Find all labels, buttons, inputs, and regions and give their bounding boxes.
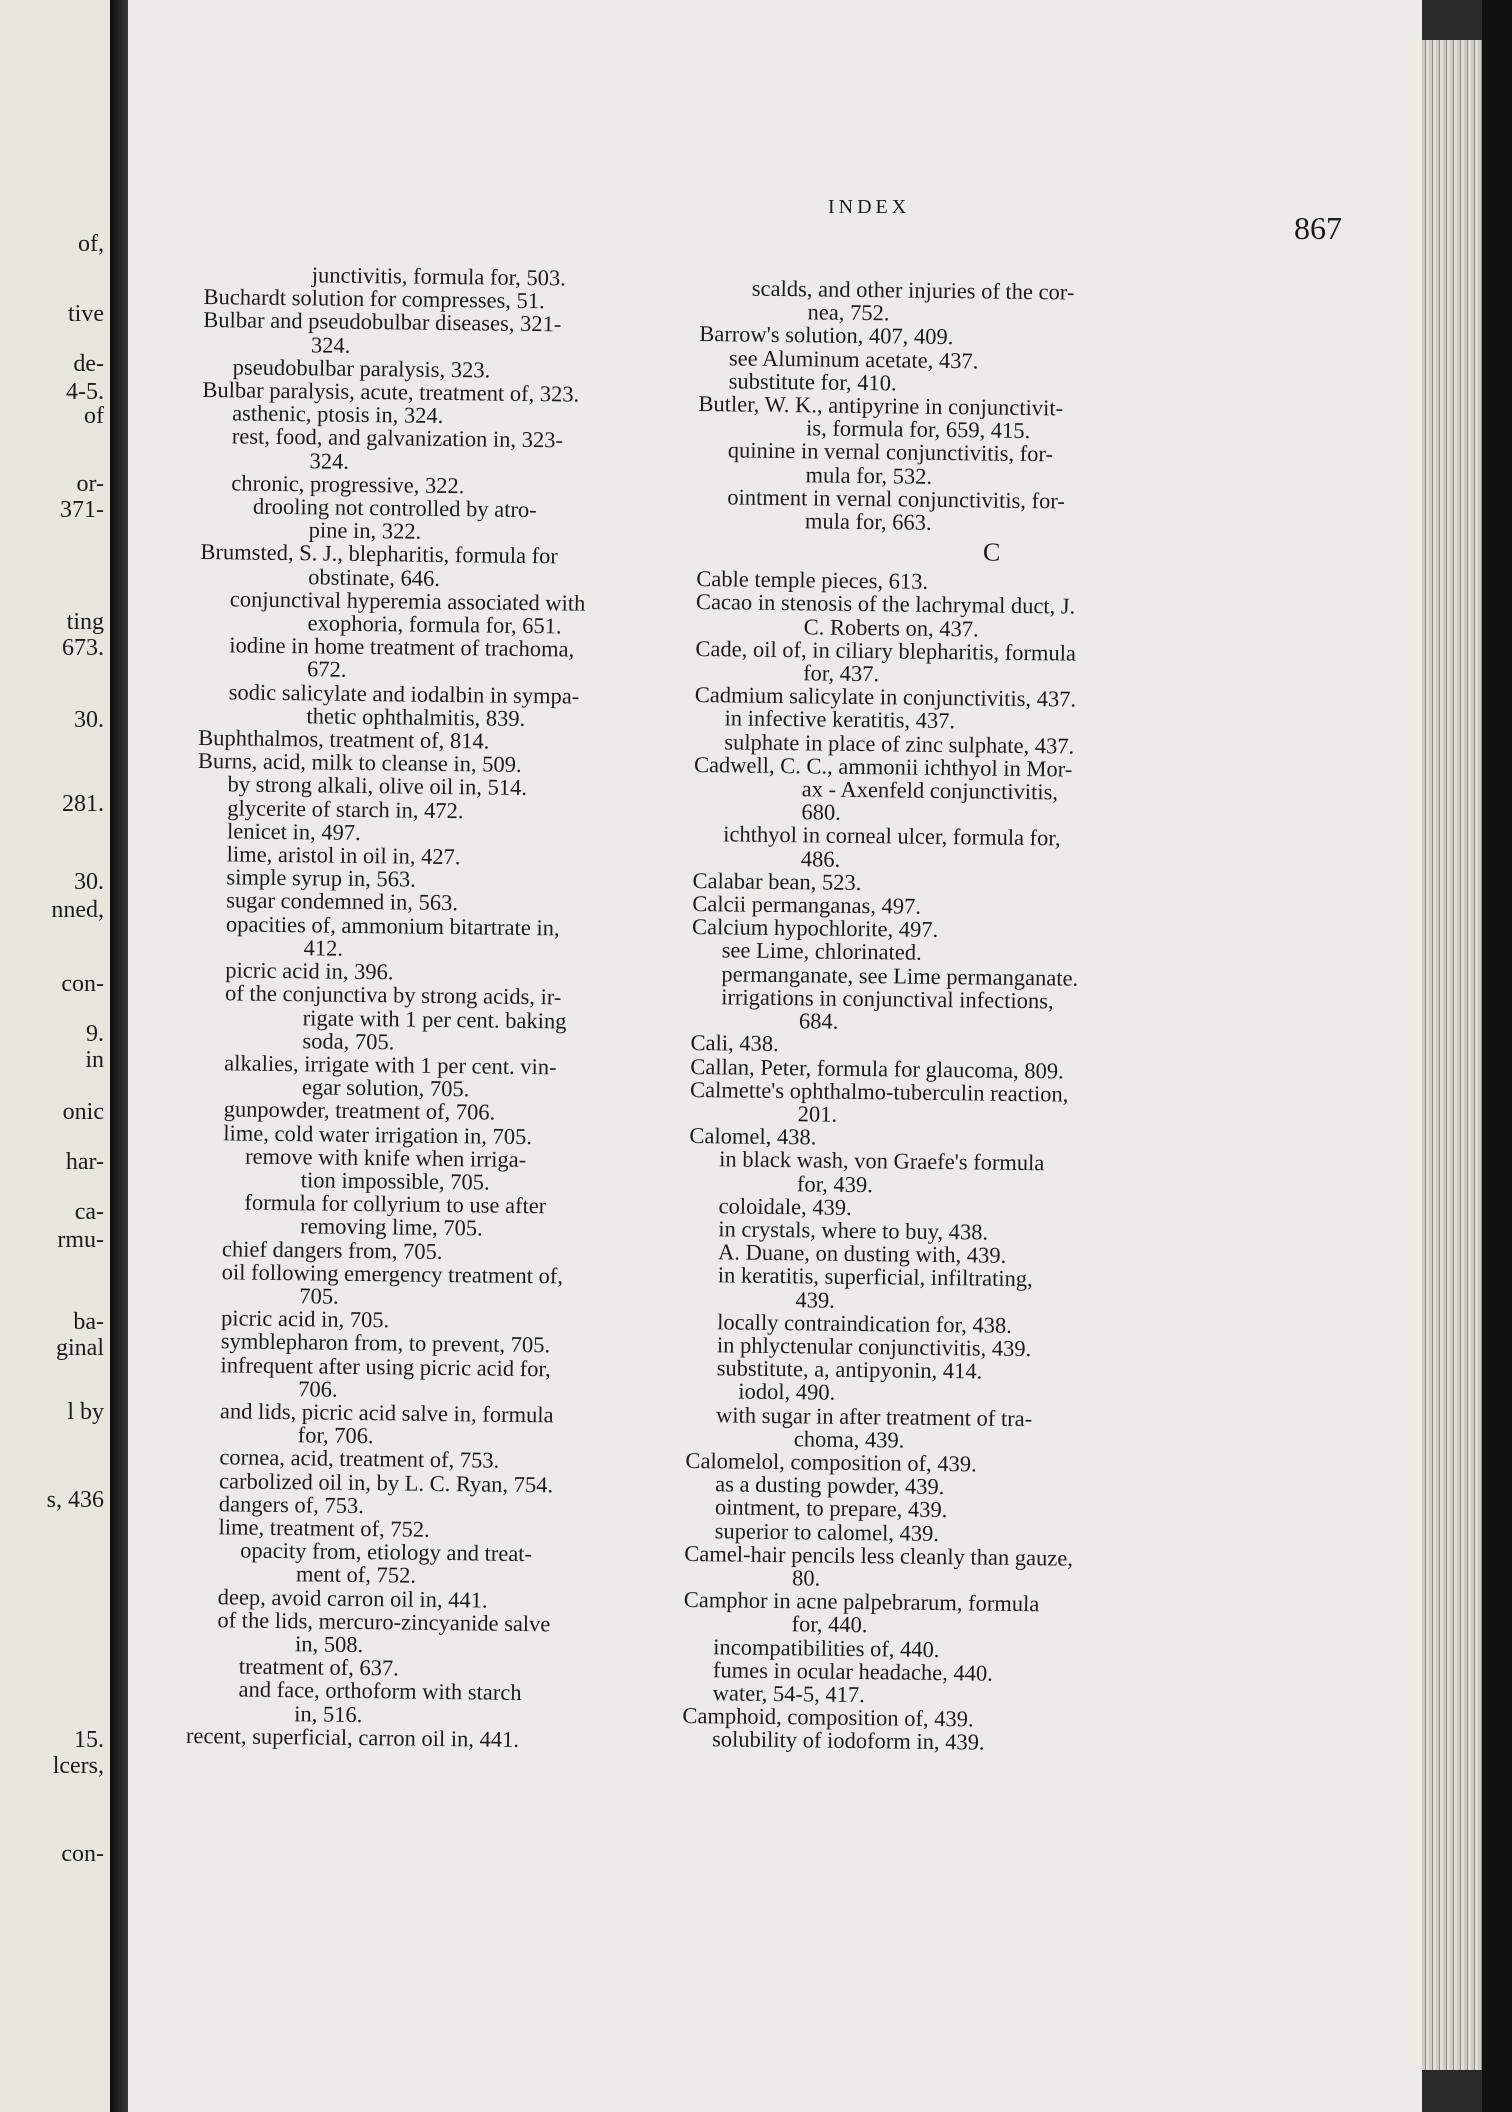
index-entry: mula for, 532.: [805, 461, 933, 489]
index-entry: 684.: [798, 1008, 839, 1034]
index-entry: opacities of, ammonium bitartrate in,: [225, 911, 560, 941]
index-entry: mula for, 663.: [804, 508, 932, 535]
index-entry: Brumsted, S. J., blepharitis, formula for: [200, 539, 559, 569]
index-entry: Buphthalmos, treatment of, 814.: [198, 725, 490, 754]
index-entry: alkalies, irrigate with 1 per cent. vin-: [224, 1050, 557, 1080]
index-entry: treatment of, 637.: [238, 1653, 399, 1681]
page-edges: [1422, 40, 1482, 2070]
index-entry: Cade, oil of, in ciliary blepharitis, formula: [695, 635, 1077, 666]
index-entry: thetic ophthalmitis, 839.: [306, 703, 526, 731]
previous-page-text: 673.: [62, 635, 104, 661]
previous-page-text: con-: [61, 971, 104, 997]
index-column-right: [682, 276, 1230, 1757]
index-entry: in keratitis, superficial, infiltrating,: [717, 1262, 1033, 1292]
index-entry: in black wash, von Graefe's formula: [719, 1146, 1045, 1176]
index-entry: 486.: [800, 845, 841, 872]
index-entry: symblepharon from, to prevent, 705.: [220, 1328, 551, 1358]
index-entry: in crystals, where to buy, 438.: [718, 1216, 989, 1245]
index-entry: C. Roberts on, 437.: [803, 613, 979, 642]
index-entry: pine in, 322.: [308, 517, 422, 544]
index-entry: picric acid in, 396.: [225, 957, 394, 985]
index-entry: substitute for, 410.: [728, 368, 897, 396]
previous-page-text: ca-: [74, 1199, 104, 1225]
index-entry: exophoria, formula for, 651.: [307, 610, 562, 639]
index-entry: 439.: [795, 1286, 836, 1313]
index-entry: ax - Axenfeld conjunctivitis,: [801, 776, 1059, 805]
previous-page-text: 281.: [62, 791, 104, 817]
index-entry: Cadmium salicylate in conjunctivitis, 437.: [694, 682, 1077, 712]
index-entry: 705.: [299, 1283, 339, 1309]
index-entry: irrigations in conjunctival infections,: [721, 984, 1054, 1014]
previous-page-text: ginal: [56, 1335, 104, 1361]
index-entry: Calmette's ophthalmo-tuberculin reaction,: [689, 1076, 1069, 1107]
index-entry: 324.: [309, 447, 350, 474]
index-entry: fumes in ocular headache, 440.: [712, 1657, 993, 1686]
index-entry: sodic salicylate and iodalbin in sympa-: [228, 678, 580, 709]
index-entry: 324.: [310, 331, 351, 358]
index-entry: dangers of, 753.: [218, 1491, 364, 1518]
index-entry: glycerite of starch in, 472.: [227, 794, 464, 823]
previous-page-text: de-: [73, 351, 104, 377]
index-entry: incompatibilities of, 440.: [713, 1633, 940, 1662]
index-entry: see Aluminum acetate, 437.: [728, 344, 979, 374]
index-entry: by strong alkali, olive oil in, 514.: [227, 771, 528, 801]
previous-page-text: of,: [78, 231, 104, 257]
index-entry: infrequent after using picric acid for,: [220, 1351, 551, 1381]
previous-page-text: nned,: [51, 897, 104, 923]
index-entry: substitute, a, antipyonin, 414.: [716, 1355, 983, 1384]
index-entry: chief dangers from, 705.: [221, 1235, 443, 1264]
index-entry: Butler, W. K., antipyrine in conjunctivit-: [698, 391, 1064, 421]
index-entry: picric acid in, 705.: [220, 1305, 390, 1333]
index-entry: see Lime, chlorinated.: [721, 937, 922, 966]
index-entry: removing lime, 705.: [300, 1213, 483, 1241]
previous-page-text: s, 436: [46, 1487, 104, 1513]
index-entry: pseudobulbar paralysis, 323.: [232, 354, 491, 383]
previous-page-text: of: [84, 403, 104, 429]
previous-page-text: onic: [62, 1099, 104, 1125]
index-entry: conjunctival hyperemia associated with: [229, 586, 586, 616]
previous-page-text: lcers,: [52, 1753, 104, 1779]
index-entry: Camel-hair pencils less cleanly than gauze,: [684, 1540, 1074, 1571]
section-letter-heading: C: [982, 537, 1001, 567]
previous-page-text: l by: [67, 1399, 104, 1425]
index-entry: ointment in vernal conjunctivitis, for-: [727, 484, 1066, 514]
index-entry: asthenic, ptosis in, 324.: [232, 400, 444, 429]
previous-page-text: or-: [76, 471, 104, 497]
index-entry: ointment, to prepare, 439.: [714, 1494, 948, 1523]
running-head: INDEX: [828, 196, 911, 218]
index-entry: iodol, 490.: [738, 1378, 836, 1406]
index-entry: lime, aristol in oil in, 427.: [226, 841, 461, 870]
index-entry: permanganate, see Lime permanganate.: [721, 961, 1079, 991]
index-entry: ichthyol in corneal ulcer, formula for,: [723, 821, 1061, 851]
index-entry: tion impossible, 705.: [300, 1167, 490, 1195]
index-entry: ment of, 752.: [295, 1561, 417, 1589]
index-entry: 412.: [303, 935, 344, 961]
previous-page-text: har-: [65, 1149, 104, 1175]
index-entry: Cacao in stenosis of the lachrymal duct, J.: [695, 589, 1076, 620]
index-entry: Cable temple pieces, 613.: [696, 566, 929, 595]
index-entry: Callan, Peter, formula for glaucoma, 809.: [690, 1053, 1064, 1084]
book-gutter: [110, 0, 128, 2112]
index-entry: in phlyctenular conjunctivitis, 439.: [716, 1332, 1032, 1362]
index-entry: Bulbar and pseudobulbar diseases, 321-: [203, 307, 562, 337]
index-entry: sugar condemned in, 563.: [226, 887, 459, 916]
index-entry: Buchardt solution for compresses, 51.: [203, 284, 545, 314]
previous-page-text: ting: [66, 609, 104, 635]
index-entry: chronic, progressive, 322.: [231, 470, 465, 499]
previous-page-text: 30.: [74, 707, 104, 733]
index-entry: 680.: [801, 799, 841, 826]
index-entry: drooling not controlled by atro-: [252, 493, 537, 523]
background-edge: [1482, 0, 1512, 2112]
index-entry: formula for collyrium to use after: [244, 1189, 547, 1219]
previous-page-text: 371-: [60, 497, 104, 523]
index-entry: is, formula for, 659, 415.: [805, 415, 1031, 444]
previous-page-text: 9.: [86, 1021, 104, 1047]
previous-page-text: con-: [61, 1841, 104, 1867]
index-entry: solubility of iodoform in, 439.: [711, 1726, 985, 1755]
index-entry: Cali, 438.: [690, 1030, 779, 1057]
index-entry: Barrow's solution, 407, 409.: [699, 321, 954, 350]
index-entry: A. Duane, on dusting with, 439.: [717, 1239, 1007, 1268]
index-entry: for, 439.: [796, 1170, 874, 1197]
index-entry: as a dusting powder, 439.: [715, 1471, 945, 1500]
index-entry: Calcii permanganas, 497.: [692, 891, 922, 919]
index-entry: Bulbar paralysis, acute, treatment of, 323.: [202, 377, 580, 407]
previous-page-text: 30.: [74, 869, 104, 895]
index-entry: Burns, acid, milk to cleanse in, 509.: [197, 748, 522, 778]
index-entry: superior to calomel, 439.: [714, 1517, 940, 1546]
index-entry: recent, superficial, carron oil in, 441.: [185, 1722, 520, 1752]
index-entry: junctivitis, formula for, 503.: [311, 262, 567, 291]
page-number: 867: [1294, 210, 1342, 246]
previous-page-text: tive: [68, 301, 104, 327]
previous-page-text: in: [85, 1047, 104, 1073]
index-entry: 706.: [298, 1375, 338, 1402]
index-entry: Camphor in acne palpebrarum, formula: [683, 1587, 1040, 1617]
index-entry: in, 508.: [294, 1631, 364, 1658]
index-entry: and face, orthoform with starch: [238, 1676, 522, 1706]
index-entry: Calomel, 438.: [689, 1123, 817, 1150]
index-entry: deep, avoid carron oil in, 441.: [217, 1583, 488, 1613]
index-entry: for, 440.: [791, 1611, 868, 1638]
index-entry: Calomelol, composition of, 439.: [685, 1447, 977, 1477]
index-entry: lime, cold water irrigation in, 705.: [223, 1119, 533, 1149]
index-entry: Camphoid, composition of, 439.: [682, 1703, 974, 1732]
index-entry: rigate with 1 per cent. baking: [302, 1004, 567, 1033]
index-entry: cornea, acid, treatment of, 753.: [219, 1444, 500, 1474]
index-entry: and lids, picric acid salve in, formula: [219, 1398, 554, 1428]
index-entry: choma, 439.: [793, 1425, 905, 1453]
index-entry: for, 437.: [803, 660, 880, 687]
index-entry: 201.: [797, 1101, 838, 1127]
index-entry: coloidale, 439.: [718, 1193, 852, 1220]
index-column-left: [186, 262, 704, 1753]
index-entry: soda, 705.: [302, 1027, 395, 1055]
index-entry: obstinate, 646.: [308, 563, 441, 591]
index-entry: scalds, and other injuries of the cor-: [751, 275, 1075, 305]
index-entry: 672.: [306, 656, 347, 683]
index-entry: gunpowder, treatment of, 706.: [223, 1096, 496, 1125]
index-entry: in infective keratitis, 437.: [724, 705, 956, 734]
index-entry: lime, treatment of, 752.: [218, 1514, 430, 1542]
index-entry: nea, 752.: [807, 299, 890, 326]
previous-page-text: rmu-: [57, 1227, 104, 1253]
index-entry: water, 54-5, 417.: [712, 1680, 866, 1708]
previous-page-text: 15.: [74, 1727, 104, 1753]
index-entry: egar solution, 705.: [301, 1074, 470, 1102]
index-entry: iodine in home treatment of trachoma,: [229, 632, 575, 662]
index-entry: sulphate in place of zinc sulphate, 437.: [724, 728, 1075, 759]
index-entry: quinine in vernal conjunctivitis, for-: [727, 437, 1054, 467]
index-entry: of the conjunctiva by strong acids, ir-: [224, 980, 562, 1010]
index-entry: locally contraindication for, 438.: [717, 1309, 1012, 1338]
index-entry: oil following emergency treatment of,: [221, 1259, 564, 1289]
previous-page-edge: [0, 0, 110, 2112]
index-entry: rest, food, and galvanization in, 323-: [231, 423, 564, 453]
previous-page-text: 4-5.: [66, 379, 104, 405]
index-entry: Calcium hypochlorite, 497.: [691, 914, 939, 943]
index-entry: with sugar in after treatment of tra-: [715, 1401, 1033, 1431]
index-entry: carbolized oil in, by L. C. Ryan, 754.: [218, 1467, 554, 1497]
previous-page-text: ba-: [73, 1309, 104, 1335]
index-entry: opacity from, etiology and treat-: [240, 1537, 533, 1567]
index-entry: Calabar bean, 523.: [692, 867, 862, 895]
index-entry: remove with knife when irriga-: [244, 1143, 527, 1172]
index-entry: in, 516.: [294, 1700, 363, 1727]
index-entry: for, 706.: [297, 1422, 374, 1449]
index-entry: 80.: [791, 1565, 821, 1591]
index-entry: simple syrup in, 563.: [226, 864, 417, 892]
index-entry: Cadwell, C. C., ammonii ichthyol in Mor-: [693, 751, 1073, 782]
index-entry: lenicet in, 497.: [226, 818, 361, 845]
index-entry: of the lids, mercuro-zincyanide salve: [217, 1607, 551, 1637]
